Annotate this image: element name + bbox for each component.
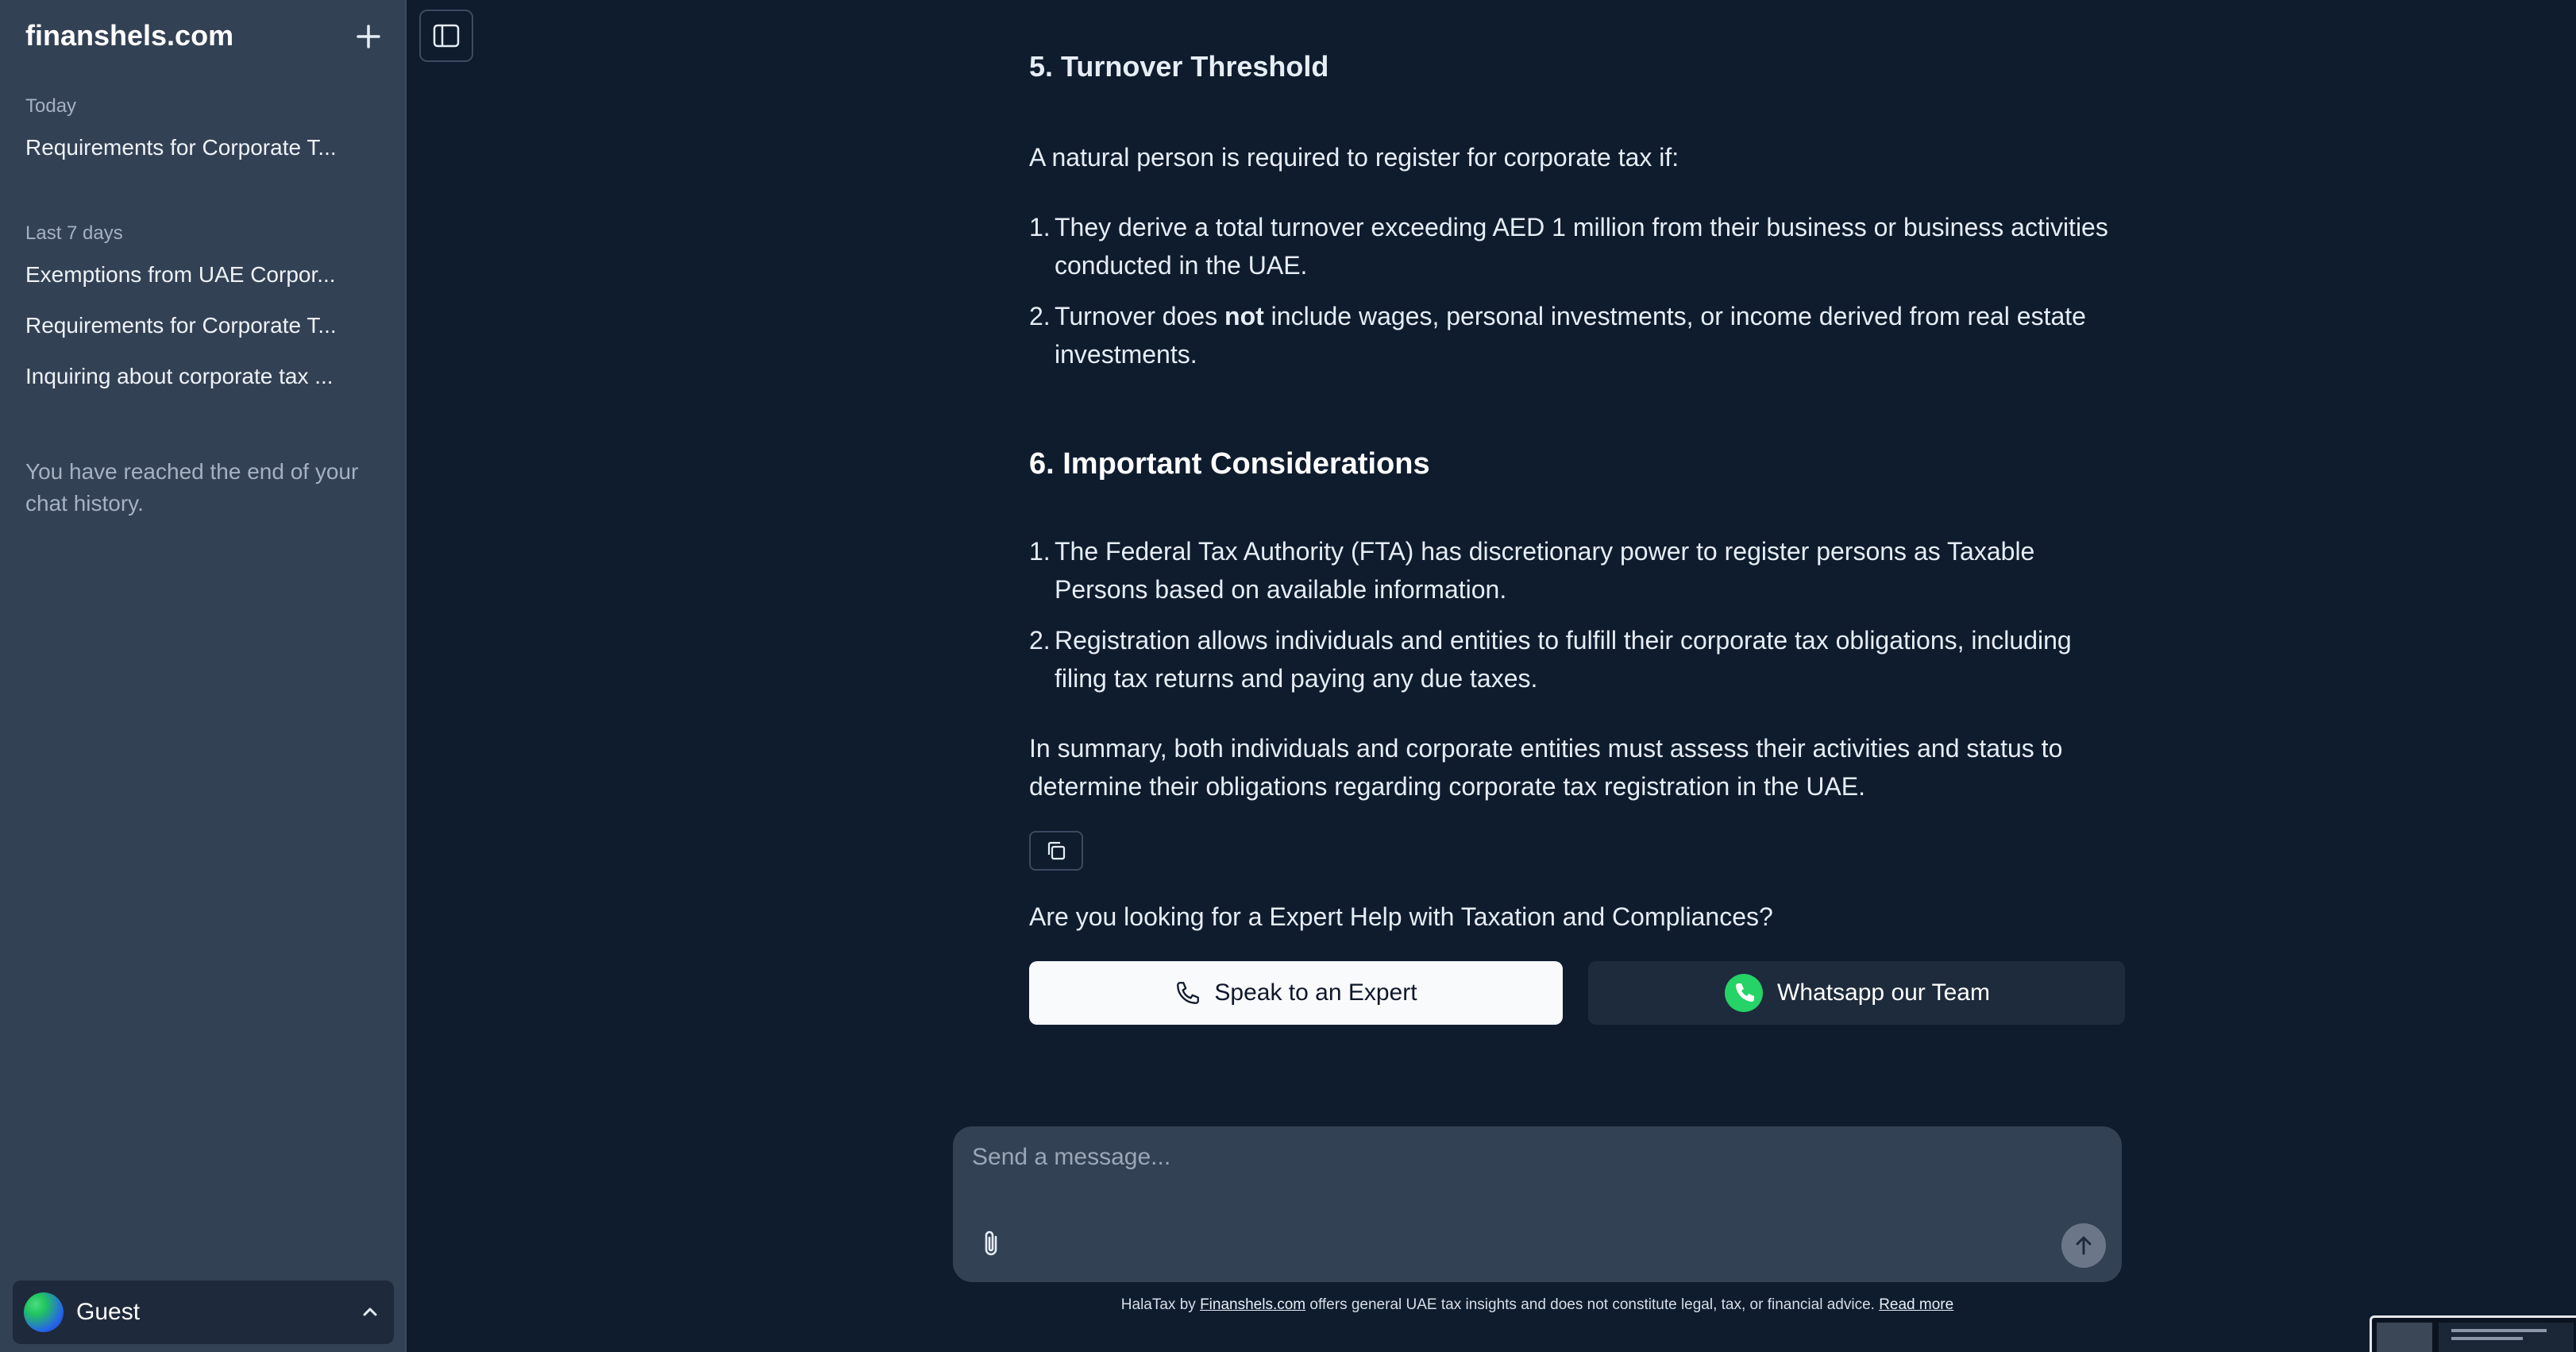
list-number: 2.: [1029, 626, 1051, 655]
list-item: [1029, 208, 2125, 284]
send-button[interactable]: [2061, 1223, 2106, 1268]
section-heading-important: 6. Important Considerations: [1029, 447, 1430, 481]
expert-question: Are you looking for a Expert Help with Taxation and Compliances?: [1029, 902, 1773, 931]
thumbnail-line: [2451, 1337, 2523, 1340]
paperclip-icon: [980, 1229, 1002, 1259]
chat-history-item[interactable]: Requirements for Corporate T...: [25, 135, 337, 160]
section-heading-turnover: 5. Turnover Threshold: [1029, 54, 1329, 83]
disclaimer-text: offers general UAE tax insights and does not constitute legal, tax, or financial advice.: [1305, 1296, 1880, 1313]
list-item: [1029, 297, 2125, 373]
copy-icon: [1044, 839, 1068, 863]
disclaimer-prefix: HalaTax by: [1120, 1296, 1201, 1313]
whatsapp-team-button[interactable]: [1588, 961, 2125, 1025]
speak-to-expert-label: Speak to an Expert: [1214, 979, 1417, 1006]
list-number: 1.: [1029, 213, 1051, 241]
whatsapp-team-label: Whatsapp our Team: [1777, 979, 1990, 1006]
user-menu-button[interactable]: [13, 1281, 394, 1344]
finanshels-link[interactable]: Finanshels.com: [1200, 1296, 1306, 1313]
chat-history-item[interactable]: Inquiring about corporate tax ...: [25, 364, 334, 388]
brand-title: finanshels.com: [25, 19, 234, 52]
disclaimer: [953, 1296, 2122, 1314]
chat-history-item[interactable]: Exemptions from UAE Corpor...: [25, 262, 336, 287]
read-more-link[interactable]: Read more: [1879, 1296, 1954, 1313]
list-text-bold: not: [1224, 302, 1264, 330]
chevron-up-icon: [357, 1300, 383, 1325]
history-end-note: You have reached the end of your chat history.: [25, 459, 359, 516]
thumbnail-line: [2451, 1329, 2547, 1332]
message-input[interactable]: [972, 1144, 2100, 1192]
list-item: [1029, 532, 2125, 608]
paragraph-intro: A natural person is required to register for corporate tax if:: [1029, 143, 1679, 172]
list-text: They derive a total turnover exceeding AED 1 million from their business or business activities conducted in the UAE.: [1055, 213, 2108, 280]
copy-button[interactable]: [1029, 831, 1083, 871]
section-label-today: Today: [25, 95, 77, 117]
screenshot-thumbnail[interactable]: [2370, 1315, 2576, 1352]
whatsapp-icon: [1723, 972, 1764, 1014]
list-item: [1029, 621, 2125, 697]
phone-icon: [1174, 979, 1201, 1006]
new-chat-button[interactable]: [349, 17, 388, 56]
sidebar: [0, 0, 407, 1352]
arrow-up-icon: [2072, 1234, 2096, 1257]
list-text: Registration allows individuals and entities to fulfill their corporate tax obligations, including filing tax returns and paying any due taxes.: [1055, 626, 2072, 693]
message-composer: [953, 1126, 2122, 1282]
chat-history-item[interactable]: Requirements for Corporate T...: [25, 313, 337, 338]
plus-icon: [355, 23, 382, 50]
list-number: 2.: [1029, 302, 1051, 330]
user-name: Guest: [76, 1299, 141, 1325]
speak-to-expert-button[interactable]: [1029, 961, 1563, 1025]
list-number: 1.: [1029, 537, 1051, 566]
list-text-post: include wages, personal investments, or income derived from real estate investments.: [1055, 302, 2086, 369]
list-text-pre: Turnover does: [1055, 302, 1225, 330]
list-text: The Federal Tax Authority (FTA) has discretionary power to register persons as Taxable Persons based on available information.: [1055, 537, 2035, 604]
thumbnail-sidebar: [2377, 1323, 2432, 1352]
attach-button[interactable]: [974, 1225, 1008, 1263]
toggle-sidebar-button[interactable]: [419, 10, 473, 62]
sidebar-icon: [433, 24, 460, 48]
paragraph-summary: In summary, both individuals and corporate entities must assess their activities and status to determine their obligations regarding corporate tax registration in the UAE.: [1029, 734, 2063, 801]
avatar: [24, 1292, 64, 1332]
section-label-last-7-days: Last 7 days: [25, 222, 123, 244]
